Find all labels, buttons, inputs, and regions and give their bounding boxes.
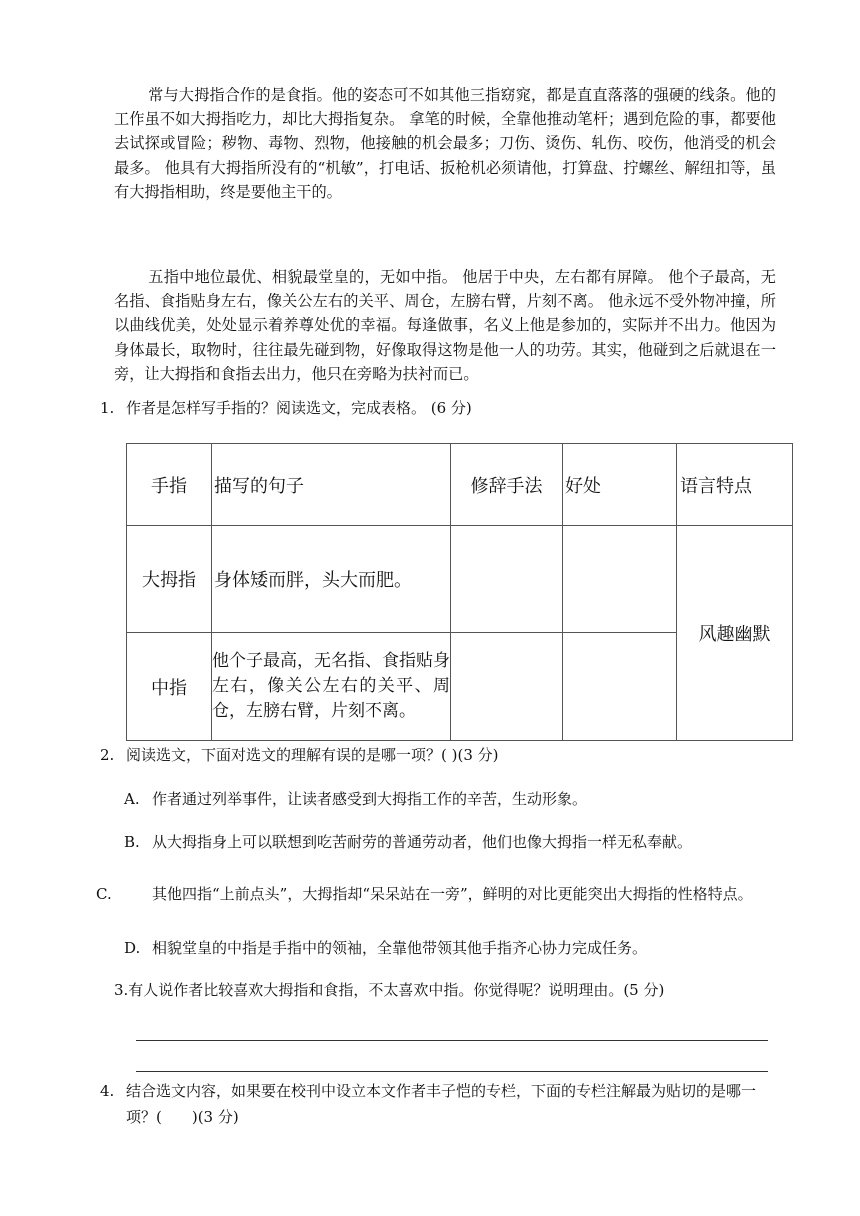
language-feature-cell: 风趣幽默 <box>677 526 793 741</box>
rhetoric-answer-cell[interactable] <box>451 526 563 633</box>
option-letter: A. <box>124 790 140 808</box>
question-1 <box>100 396 780 420</box>
question-4 <box>100 1078 780 1130</box>
option-letter: C. <box>96 885 112 903</box>
option-text: 从大拇指身上可以联想到吃苦耐劳的普通劳动者，他们也像大拇指一样无私奉献。 <box>152 833 693 851</box>
question-number: 2. <box>100 746 115 764</box>
header-benefit: 好处 <box>563 444 677 526</box>
question-text: 作者是怎样写手指的？阅读选文，完成表格。 (6 分) <box>126 399 472 417</box>
option-b[interactable] <box>124 830 774 854</box>
benefit-answer-cell[interactable] <box>563 633 677 741</box>
answer-line[interactable] <box>136 1040 768 1041</box>
description-sentence: 他个子最高，无名指、食指贴身左右，像关公左右的关平、周仓，左膀右臂，片刻不离。 <box>212 633 451 741</box>
option-c[interactable] <box>96 882 802 906</box>
table-row <box>127 526 793 633</box>
finger-name: 中指 <box>127 633 212 741</box>
question-text: 结合选文内容，如果要在校刊中设立本文作者丰子恺的专栏，下面的专栏注解最为贴切的是哪一项？( )(3 分) <box>126 1082 757 1126</box>
passage-paragraph-index-finger: 常与大拇指合作的是食指。他的姿态可不如其他三指窈窕，都是直直落落的强硬的线条。他的工作虽不如大拇指吃力，却比大拇指复杂。 拿笔的时候，全靠他推动笔杆；遇到危险的事，都要他去试探或冒险；秽物、毒物、烈物，他接触的机会最多；刀伤、烫伤、轧伤、咬伤，他消受的机会最多。 他具有大拇指所没有的“机敏”，打电话、扳枪机必须请他，打算盘、拧螺丝、解纽扣等，虽有大拇指相助，终是要他主干的。 <box>114 86 776 201</box>
answer-table <box>126 443 793 741</box>
question-text: 3.有人说作者比较喜欢大拇指和食指，不太喜欢中指。你觉得呢？说明理由。(5 分) <box>114 981 665 999</box>
table-header-row <box>127 444 793 526</box>
question-2 <box>100 743 780 767</box>
option-letter: B. <box>124 833 140 851</box>
header-sentence: 描写的句子 <box>212 444 451 526</box>
question-3 <box>114 978 794 1002</box>
description-sentence: 身体矮而胖，头大而肥。 <box>212 526 451 633</box>
passage-paragraph-middle-finger: 五指中地位最优、相貌最堂皇的，无如中指。 他居于中央，左右都有屏障。 他个子最高，无名指、食指贴身左右，像关公左右的关平、周仓，左膀右臂，片刻不离。 他永远不受外物冲撞，所以曲线优美，处处显示着养尊处优的幸福。每逢做事，名义上他是参加的，实际并不出力。他因为身体最长，取物时，往往最先碰到物，好像取得这物是他一人的功劳。其实，他碰到之后就退在一旁，让大拇指和食指去出力，他只在旁略为扶衬而已。 <box>114 268 776 383</box>
option-text: 其他四指“上前点头”，大拇指却“呆呆站在一旁”，鲜明的对比更能突出大拇指的性格特点。 <box>152 885 753 903</box>
answer-line[interactable] <box>136 1071 768 1072</box>
question-text: 阅读选文，下面对选文的理解有误的是哪一项？( )(3 分) <box>126 746 499 764</box>
header-rhetoric: 修辞手法 <box>451 444 563 526</box>
option-a[interactable] <box>124 787 774 811</box>
header-language-feature: 语言特点 <box>677 444 793 526</box>
option-letter: D. <box>124 939 141 957</box>
option-d[interactable] <box>124 936 774 960</box>
question-number: 1. <box>100 399 115 417</box>
finger-name: 大拇指 <box>127 526 212 633</box>
question-number: 4. <box>100 1082 115 1100</box>
option-text: 相貌堂皇的中指是手指中的领袖，全靠他带领其他手指齐心协力完成任务。 <box>152 939 648 957</box>
benefit-answer-cell[interactable] <box>563 526 677 633</box>
option-text: 作者通过列举事件，让读者感受到大拇指工作的辛苦，生动形象。 <box>152 790 588 808</box>
header-finger: 手指 <box>127 444 212 526</box>
rhetoric-answer-cell[interactable] <box>451 633 563 741</box>
